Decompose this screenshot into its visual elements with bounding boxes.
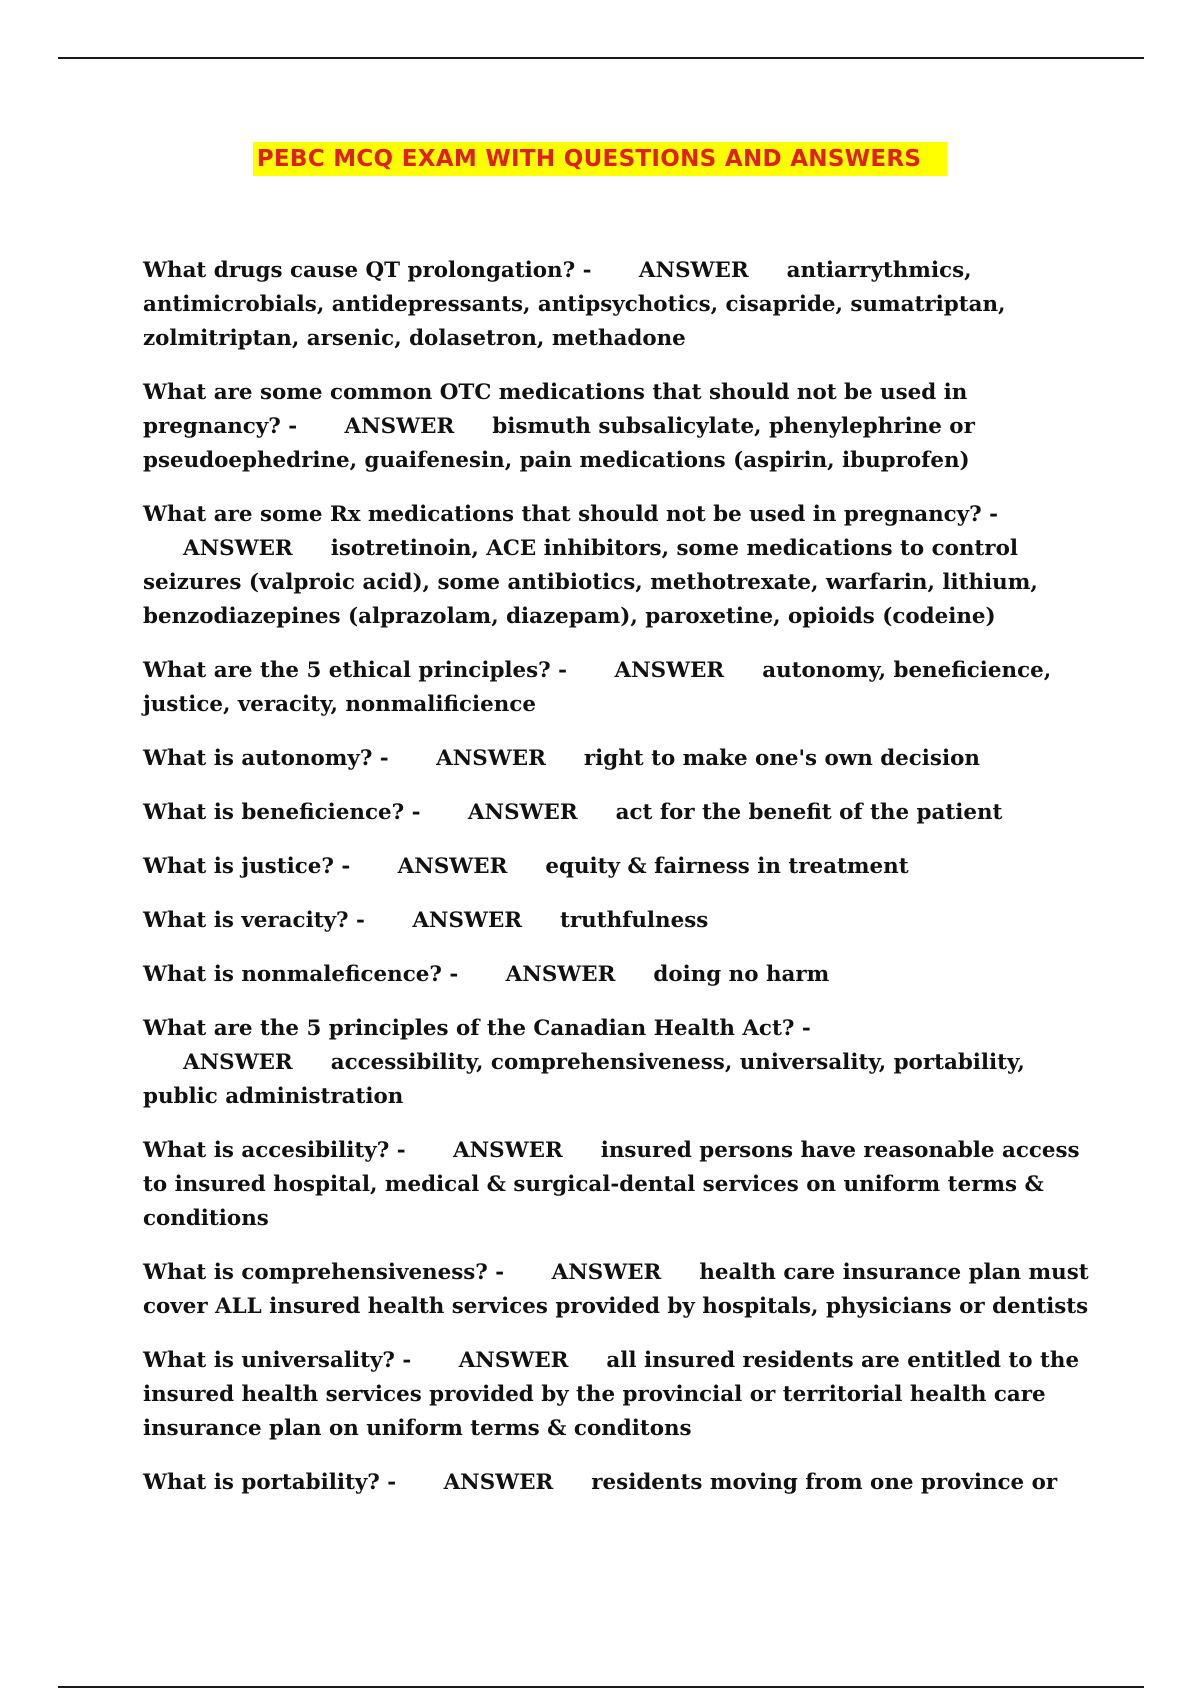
question-text: What is beneficience? - (143, 800, 421, 825)
top-rule (58, 57, 1144, 59)
question-text: What is veracity? - (143, 908, 365, 933)
qa-item (143, 1344, 1093, 1446)
qa-item (143, 254, 1093, 356)
question-text: What is accesibility? - (143, 1138, 406, 1163)
question-text: What drugs cause QT prolongation? - (143, 258, 592, 283)
answer-text: residents moving from one province or (591, 1470, 1058, 1495)
answer-label: ANSWER (505, 962, 616, 987)
answer-label: ANSWER (453, 1138, 563, 1163)
qa-item (143, 1012, 1093, 1114)
answer-text: antiarrythmics, antimicrobials, antidepressants, antipsychotics, cisapride, sumatriptan, zolmitriptan, arsenic, dolasetron, methadone (143, 258, 1006, 351)
answer-label: ANSWER (467, 800, 578, 825)
question-text: What is autonomy? - (143, 746, 389, 771)
qa-list (143, 254, 1093, 1520)
answer-label: ANSWER (412, 908, 523, 933)
answer-text: all insured residents are entitled to the insured health services provided by the provincial or territorial health care insurance plan on uniform terms & conditons (143, 1348, 1080, 1441)
answer-label: ANSWER (344, 414, 455, 439)
answer-text: right to make one's own decision (583, 746, 980, 771)
answer-text: insured persons have reasonable access to insured hospital, medical & surgical-dental services on uniform terms & conditions (143, 1138, 1080, 1231)
answer-text: truthfulness (560, 908, 709, 933)
document-title: PEBC MCQ EXAM WITH QUESTIONS AND ANSWERS (253, 142, 948, 176)
answer-label: ANSWER (436, 746, 546, 771)
question-text: What are some Rx medications that should not be used in pregnancy? - (143, 502, 998, 527)
answer-text: equity & fairness in treatment (545, 854, 909, 879)
answer-label: ANSWER (551, 1260, 662, 1285)
answer-text: accessibility, comprehensiveness, universality, portability, public administration (143, 1050, 1025, 1109)
title-block (0, 142, 1200, 176)
qa-item (143, 904, 1093, 938)
question-text: What is nonmaleficence? - (143, 962, 459, 987)
qa-item (143, 654, 1093, 722)
qa-item (143, 796, 1093, 830)
qa-item (143, 1134, 1093, 1236)
answer-label: ANSWER (443, 1470, 554, 1495)
question-text: What is universality? - (143, 1348, 412, 1373)
question-text: What are some common OTC medications that should not be used in pregnancy? - (143, 380, 968, 439)
qa-item (143, 376, 1093, 478)
answer-label: ANSWER (183, 1050, 293, 1075)
answer-text: health care insurance plan must cover ALL insured health services provided by hospitals, physicians or dentists (143, 1260, 1089, 1319)
bottom-rule (58, 1686, 1144, 1688)
question-text: What are the 5 principles of the Canadian Health Act? - (143, 1016, 811, 1041)
qa-item (143, 1256, 1093, 1324)
answer-text: doing no harm (653, 962, 830, 987)
question-text: What is comprehensiveness? - (143, 1260, 505, 1285)
qa-item (143, 1466, 1093, 1500)
answer-label: ANSWER (458, 1348, 569, 1373)
qa-item (143, 742, 1093, 776)
question-text: What is justice? - (143, 854, 351, 879)
answer-label: ANSWER (183, 536, 293, 561)
qa-item (143, 498, 1093, 634)
qa-item (143, 958, 1093, 992)
qa-item (143, 850, 1093, 884)
question-text: What are the 5 ethical principles? - (143, 658, 568, 683)
question-text: What is portability? - (143, 1470, 397, 1495)
answer-text: act for the benefit of the patient (615, 800, 1003, 825)
answer-label: ANSWER (397, 854, 508, 879)
answer-text: bismuth subsalicylate, phenylephrine or pseudoephedrine, guaifenesin, pain medications (aspirin, ibuprofen) (143, 414, 975, 473)
answer-text: autonomy, beneficience, justice, veracity, nonmalificience (143, 658, 1052, 717)
answer-text: isotretinoin, ACE inhibitors, some medications to control seizures (valproic acid), some antibiotics, methotrexate, warfarin, lithium, benzodiazepines (alprazolam, diazepam), paroxetine, opioids (codeine) (143, 536, 1038, 629)
answer-label: ANSWER (614, 658, 725, 683)
answer-label: ANSWER (638, 258, 749, 283)
